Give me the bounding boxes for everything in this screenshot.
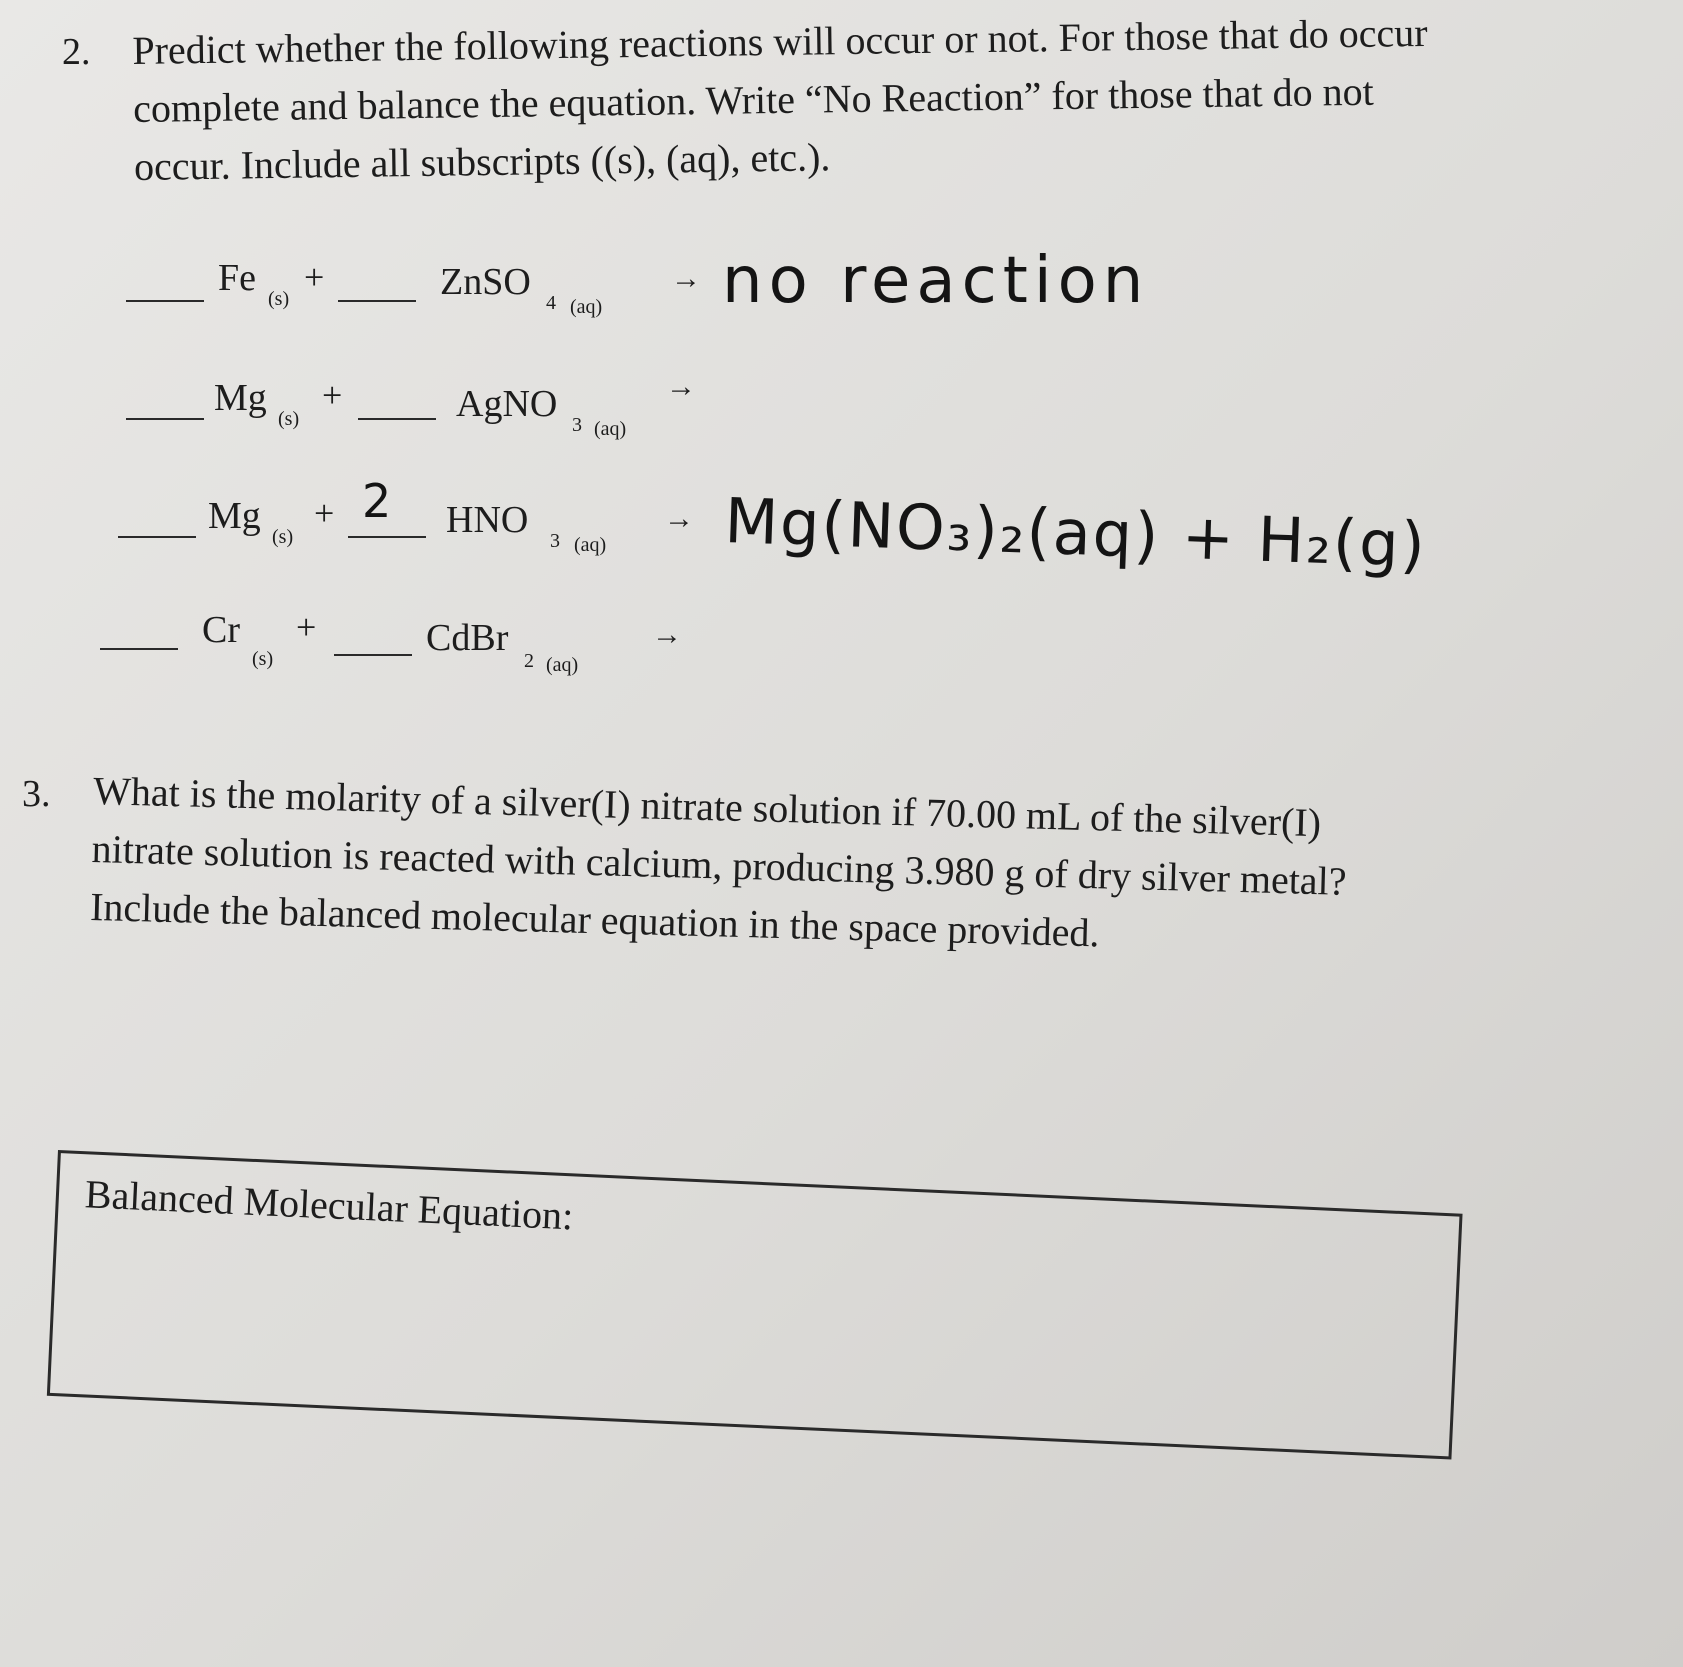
subscript: 3 — [572, 414, 582, 436]
question-3-line-3: Include the balanced molecular equation in the space provided. — [89, 883, 1101, 956]
state-label: (aq) — [546, 654, 579, 676]
state-label: (s) — [252, 648, 274, 670]
reactant-compound: ZnSO — [440, 261, 531, 303]
coefficient-blank-2b[interactable] — [358, 418, 436, 420]
coefficient-blank-2a[interactable] — [126, 418, 204, 420]
handwritten-answer-3: Mg(NO₃)₂(aq) + H₂(g) — [723, 484, 1428, 582]
reactant-compound: AgNO — [456, 383, 558, 425]
reactant-compound: CdBr — [426, 617, 509, 659]
plus-sign: + — [322, 375, 343, 415]
state-label: (s) — [268, 288, 290, 310]
coefficient-blank-3a[interactable] — [118, 536, 196, 538]
reaction-row-1 — [126, 244, 1246, 330]
coefficient-blank-4b[interactable] — [334, 654, 412, 656]
coefficient-blank-3b[interactable] — [348, 536, 426, 538]
reaction-row-3 — [118, 474, 1618, 582]
reaction-arrow: → — [664, 502, 694, 535]
state-label: (s) — [278, 408, 300, 430]
reaction-arrow: → — [652, 618, 682, 651]
reactant-metal: Cr — [202, 609, 240, 651]
question-2-line-1: Predict whether the following reactions will occur or not. For those that do occur — [132, 9, 1428, 73]
question-3-line-2: nitrate solution is reacted with calcium, producing 3.980 g of dry silver metal? — [91, 825, 1348, 904]
question-2-number: 2. — [62, 31, 91, 73]
question-3-number: 3. — [22, 773, 51, 815]
reaction-row-4 — [100, 607, 800, 694]
plus-sign: + — [304, 257, 325, 297]
state-label: (aq) — [570, 296, 603, 318]
balanced-equation-label: Balanced Molecular Equation: — [84, 1171, 575, 1239]
coefficient-blank-1a[interactable] — [126, 300, 204, 302]
reaction-arrow: → — [666, 370, 696, 403]
handwritten-answer-1: no reaction — [722, 244, 1150, 318]
subscript: 3 — [550, 530, 560, 552]
handwritten-coefficient: 2 — [362, 474, 392, 528]
subscript: 2 — [524, 650, 534, 672]
state-label: (s) — [272, 526, 294, 548]
reaction-row-2 — [126, 372, 826, 452]
question-2-line-2: complete and balance the equation. Write “No Reaction” for those that do not — [132, 68, 1374, 131]
coefficient-blank-4a[interactable] — [100, 648, 178, 650]
question-2-line-3: occur. Include all subscripts ((s), (aq), etc.). — [133, 134, 831, 189]
coefficient-blank-1b[interactable] — [338, 300, 416, 302]
reactant-compound: HNO — [446, 499, 529, 541]
balanced-equation-answer-box[interactable] — [47, 1150, 1463, 1460]
question-2-text — [132, 4, 1430, 196]
reactant-metal: Fe — [218, 257, 256, 299]
state-label: (aq) — [574, 534, 607, 556]
reaction-arrow: → — [671, 262, 701, 295]
plus-sign: + — [314, 493, 335, 533]
state-label: (aq) — [594, 418, 627, 440]
subscript: 4 — [546, 292, 556, 314]
reactant-metal: Mg — [208, 495, 261, 537]
question-3-text — [89, 762, 1348, 969]
reactant-metal: Mg — [214, 377, 267, 419]
plus-sign: + — [296, 607, 317, 647]
question-3-line-1: What is the molarity of a silver(I) nitrate solution if 70.00 mL of the silver(I) — [92, 767, 1322, 846]
